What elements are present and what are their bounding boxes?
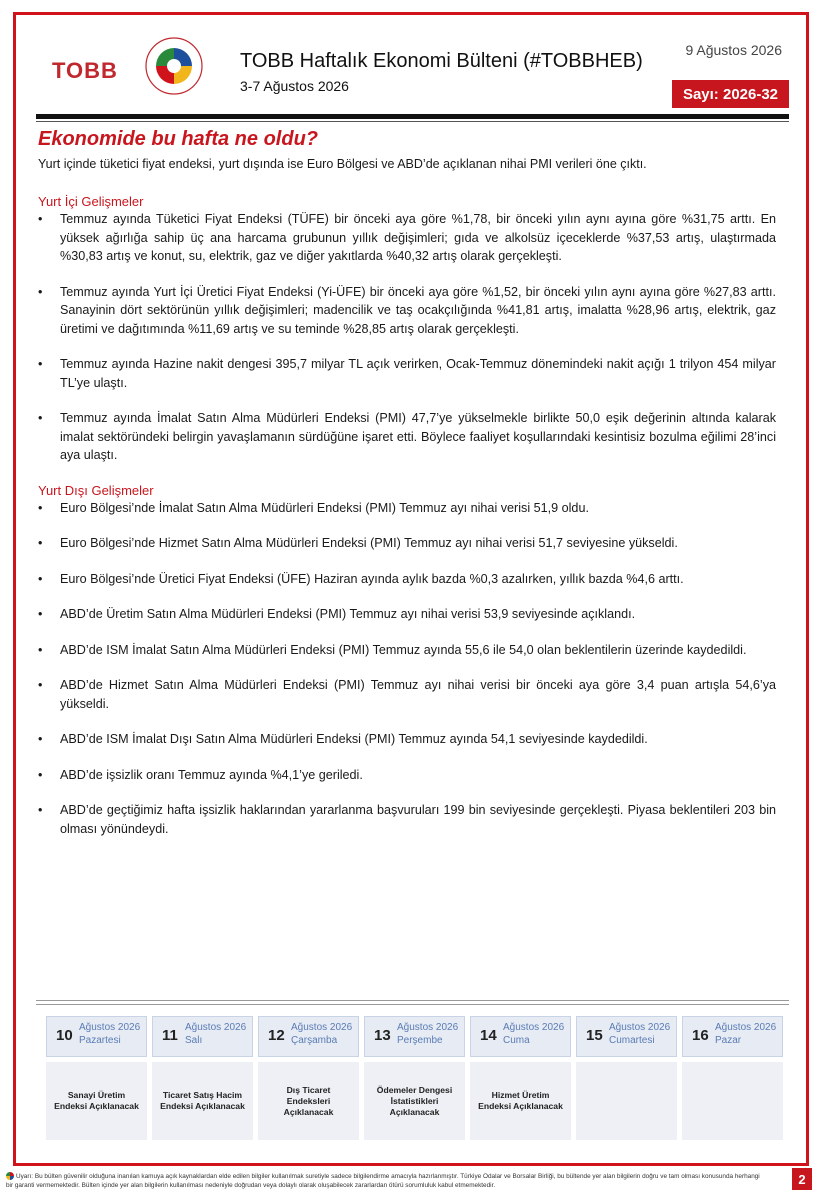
list-item: • Temmuz ayında Tüketici Fiyat Endeksi (TÜFE) bir önceki aya göre %1,78, bir önceki yılın aynı ayına göre %31,75 arttı. En yüksek ağırlığa sahip üç ana harcama grubunun yıllık değişimleri; gıda ve alkolsüz içeceklerde %37,53 artış, ulaştırmada %30,83 artış ve konut, su, elektrik, gaz ve diğer yakıtlarda %40,32 artış olarak gerçekleşti.: [38, 210, 776, 266]
calendar-day: [258, 1016, 359, 1140]
day-number: 16: [692, 1027, 709, 1044]
calendar-day-header: [470, 1016, 571, 1057]
calendar-day-header: [258, 1016, 359, 1057]
day-month: Ağustos 2026: [185, 1022, 247, 1033]
weekly-calendar: [46, 1016, 784, 1140]
day-event: Ticaret Satış Hacim Endeksi Açıklanacak: [152, 1062, 253, 1140]
day-weekday: Pazar: [715, 1035, 742, 1046]
bulletin-period: 3-7 Ağustos 2026: [240, 78, 349, 94]
day-event: Ödemeler Dengesi İstatistikleri Açıklanacak: [364, 1062, 465, 1140]
domestic-list: [38, 210, 776, 465]
issue-badge: Sayı: 2026-32: [672, 80, 789, 108]
day-number: 15: [586, 1027, 603, 1044]
tobb-mini-logo-icon: [6, 1172, 14, 1180]
day-number: 12: [268, 1027, 285, 1044]
day-month: Ağustos 2026: [715, 1022, 777, 1033]
day-event: [682, 1062, 783, 1140]
list-item: • Temmuz ayında İmalat Satın Alma Müdürleri Endeksi (PMI) 47,7’ye yükselmekle birlikte 50,0 eşik değerinin altında kalarak imalat sektöründeki belirgin yavaşlamanın sürdüğüne işaret etti. Böylece faaliyet koşullarındaki kesintisiz bozulma eğilimi 28’inci aya ulaştı.: [38, 409, 776, 465]
day-weekday: Perşembe: [397, 1035, 443, 1046]
section-heading: Ekonomide bu hafta ne oldu?: [38, 128, 318, 150]
day-event: Sanayi Üretim Endeksi Açıklanacak: [46, 1062, 147, 1140]
calendar-divider: [36, 1000, 789, 1001]
day-weekday: Pazartesi: [79, 1035, 121, 1046]
day-month: Ağustos 2026: [291, 1022, 353, 1033]
bulletin-title: TOBB Haftalık Ekonomi Bülteni (#TOBBHEB): [240, 50, 643, 72]
calendar-day: [364, 1016, 465, 1140]
day-weekday: Salı: [185, 1035, 203, 1046]
list-item: • Euro Bölgesi’nde İmalat Satın Alma Müdürleri Endeksi (PMI) Temmuz ayı nihai verisi 51,9 oldu.: [38, 499, 776, 518]
header-divider-thin: [36, 121, 789, 122]
calendar-day: [152, 1016, 253, 1140]
calendar-divider-2: [36, 1004, 789, 1005]
day-weekday: Çarşamba: [291, 1035, 338, 1046]
list-item: • Euro Bölgesi’nde Hizmet Satın Alma Müdürleri Endeksi (PMI) Temmuz ayı nihai verisi 51,7 seviyesine yükseldi.: [38, 534, 776, 553]
list-item: • ABD’de işsizlik oranı Temmuz ayında %4,1’ye geriledi.: [38, 766, 776, 785]
footer-disclaimer: [6, 1172, 766, 1190]
day-month: Ağustos 2026: [609, 1022, 671, 1033]
list-item: • Temmuz ayında Yurt İçi Üretici Fiyat Endeksi (Yi-ÜFE) bir önceki aya göre %1,52, bir önceki yılın aynı ayına göre %27,83 arttı. Sanayinin dört sektörünün yıllık değişimleri; madencilik ve taş ocakçılığında %41,81 artış, imalatta %28,96 artış, elektrik, gaz üretimi ve dağıtımında %11,69 artış ve su teminde %28,85 artış olarak gerçekleşti.: [38, 283, 776, 339]
calendar-day-header: [364, 1016, 465, 1057]
calendar-day: [576, 1016, 677, 1140]
intro-text: Yurt içinde tüketici fiyat endeksi, yurt dışında ise Euro Bölgesi ve ABD’de açıklanan nihai PMI verileri öne çıktı.: [38, 157, 647, 171]
calendar-day-header: [576, 1016, 677, 1057]
calendar-day-header: [682, 1016, 783, 1057]
day-event: [576, 1062, 677, 1140]
day-event: Dış Ticaret Endeksleri Açıklanacak: [258, 1062, 359, 1140]
day-number: 10: [56, 1027, 73, 1044]
page-number: 2: [792, 1168, 812, 1190]
calendar-day: [46, 1016, 147, 1140]
calendar-day: [682, 1016, 783, 1140]
main-content: [38, 124, 776, 855]
day-weekday: Cumartesi: [609, 1035, 655, 1046]
day-number: 11: [162, 1027, 178, 1044]
day-month: Ağustos 2026: [397, 1022, 459, 1033]
day-month: Ağustos 2026: [79, 1022, 141, 1033]
list-item: • ABD’de Üretim Satın Alma Müdürleri Endeksi (PMI) Temmuz ayı nihai verisi 53,9 seviyesinde açıklandı.: [38, 605, 776, 624]
day-event: Hizmet Üretim Endeksi Açıklanacak: [470, 1062, 571, 1140]
day-number: 13: [374, 1027, 391, 1044]
disclaimer-text: Uyarı: Bu bülten güvenilir olduğuna inanılan kamuya açık kaynaklardan elde edilen bilgiler kullanılmak suretiyle sadece bilgilendirme amacıyla hazırlanmıştır. Türkiye Odalar ve Borsalar Birliği, bu bültende yer alan bilgilerin doğru ve tam olması konusunda herhangi bir garanti vermemektedir. Bülten içinde yer alan bilgilerin kullanılması nedeniyle doğrudan veya dolaylı olarak oluşabilecek zararlardan ötürü sorumluluk kabul etmemektedir.: [6, 1173, 760, 1189]
calendar-day: [470, 1016, 571, 1140]
list-item: • ABD’de geçtiğimiz hafta işsizlik haklarından yararlanma başvuruları 199 bin seviyesinde gerçekleşti. Piyasa beklentileri 203 bin olması yönündeydi.: [38, 801, 776, 838]
calendar-day-header: [152, 1016, 253, 1057]
list-item: • Euro Bölgesi’nde Üretici Fiyat Endeksi (ÜFE) Haziran ayında aylık bazda %0,3 azalırken, yıllık bazda %4,6 arttı.: [38, 570, 776, 589]
calendar-day-header: [46, 1016, 147, 1057]
day-month: Ağustos 2026: [503, 1022, 565, 1033]
logo-text: TOBB: [52, 58, 118, 83]
tobb-emblem-icon: [144, 36, 204, 96]
header-divider: [36, 114, 789, 119]
tobb-logo: [52, 36, 202, 100]
bulletin-date: 9 Ağustos 2026: [685, 42, 782, 58]
day-number: 14: [480, 1027, 497, 1044]
foreign-title: Yurt Dışı Gelişmeler: [38, 482, 154, 498]
list-item: • ABD’de ISM İmalat Satın Alma Müdürleri Endeksi (PMI) Temmuz ayında 55,6 ile 54,0 olan beklentilerin üzerinde kaydedildi.: [38, 641, 776, 660]
day-weekday: Cuma: [503, 1035, 530, 1046]
list-item: • ABD’de ISM İmalat Dışı Satın Alma Müdürleri Endeksi (PMI) Temmuz ayında 54,1 seviyesinde kaydedildi.: [38, 730, 776, 749]
list-item: • Temmuz ayında Hazine nakit dengesi 395,7 milyar TL açık verirken, Ocak-Temmuz dönemindeki nakit açığı 1 trilyon 454 milyar TL’ye ulaştı.: [38, 355, 776, 392]
list-item: • ABD’de Hizmet Satın Alma Müdürleri Endeksi (PMI) Temmuz ayı nihai verisi bir önceki aya göre 3,4 puan artışla 54,6’ya yükseldi.: [38, 676, 776, 713]
foreign-list: [38, 499, 776, 839]
domestic-title: Yurt İçi Gelişmeler: [38, 194, 144, 209]
